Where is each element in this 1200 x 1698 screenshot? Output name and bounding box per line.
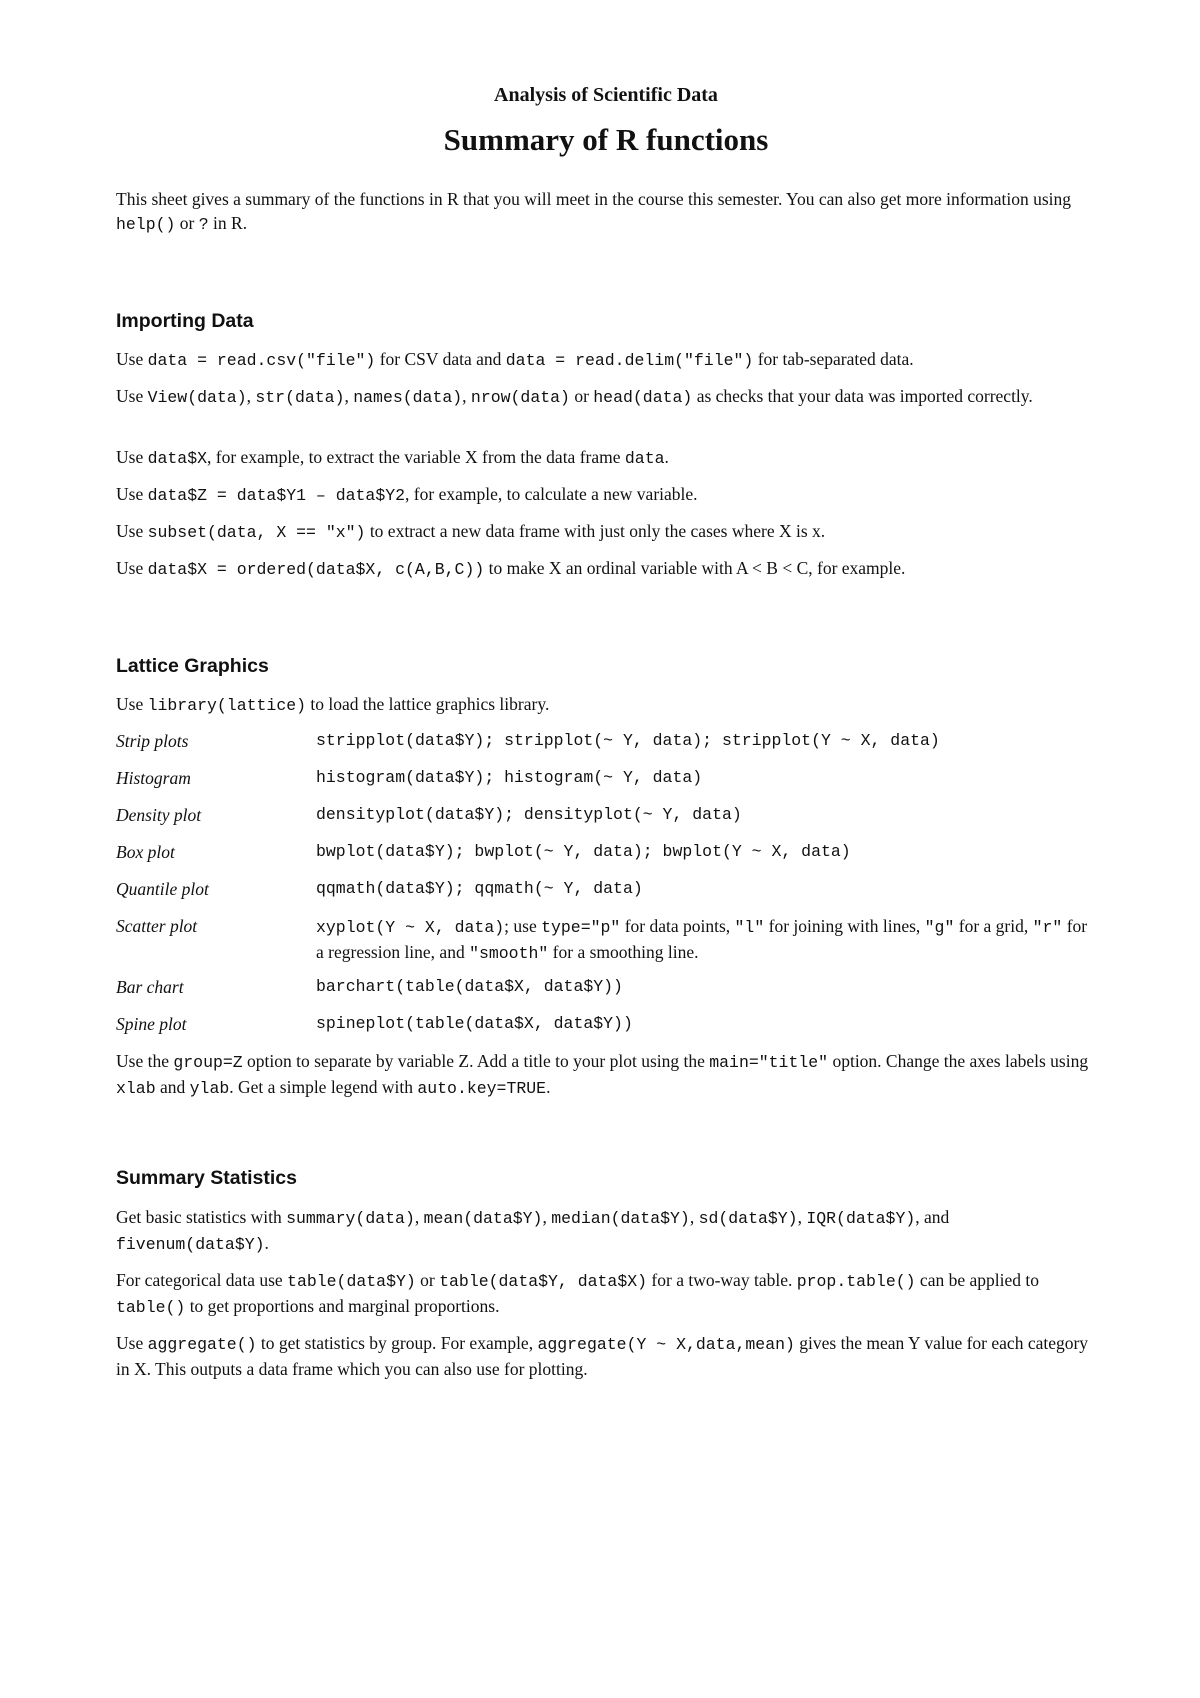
- text: for a regression line, and: [316, 916, 1088, 962]
- code: type="p": [541, 918, 621, 937]
- code: aggregate(): [147, 1335, 257, 1354]
- text: to extract a new data frame with just only the cases where X is x.: [365, 521, 826, 541]
- text: can be applied to: [915, 1270, 1039, 1290]
- code: group=Z: [173, 1053, 243, 1072]
- code: auto.key=TRUE: [417, 1079, 547, 1098]
- intro-text: This sheet gives a summary of the functions in R that you will meet in the course this semester. You can also get more information using: [116, 189, 1072, 209]
- code: main="title": [709, 1053, 829, 1072]
- function-label: Spine plot: [116, 1014, 187, 1034]
- text: Use: [116, 349, 148, 369]
- text: to make X an ordinal variable with A < B < C, for example.: [484, 558, 906, 578]
- intro-text: or: [175, 213, 199, 233]
- text: ,: [246, 386, 256, 406]
- function-label: Density plot: [116, 805, 202, 825]
- text: and: [155, 1077, 190, 1097]
- text: ,: [414, 1207, 424, 1227]
- function-label: Histogram: [116, 768, 191, 788]
- text: option. Change the axes labels using: [828, 1051, 1089, 1071]
- text: for a two-way table.: [647, 1270, 797, 1290]
- text: ,: [462, 386, 471, 406]
- intro-code: help(): [116, 215, 176, 234]
- code: prop.table(): [796, 1272, 916, 1291]
- lattice-paragraph: [116, 692, 1096, 718]
- lattice-paragraph: [116, 1049, 1096, 1101]
- text: Use: [116, 558, 148, 578]
- code: subset(data, X == "x"): [147, 523, 366, 542]
- code: median(data$Y): [551, 1209, 690, 1228]
- text: .: [546, 1077, 551, 1097]
- code: "g": [924, 918, 955, 937]
- page-title: Summary of R functions: [443, 122, 769, 157]
- text: gives the mean Y value for each category in X. This outputs a data frame which you can also use for plotting.: [116, 1333, 1089, 1379]
- text: Use: [116, 521, 148, 541]
- text: for data points,: [620, 916, 735, 936]
- text: to load the lattice graphics library.: [306, 694, 550, 714]
- function-label: Box plot: [116, 842, 175, 862]
- function-code: histogram(data$Y); histogram(~ Y, data): [316, 768, 703, 787]
- text: , for example, to calculate a new variable.: [405, 484, 698, 504]
- code: data$X = ordered(data$X, c(A,B,C)): [147, 560, 485, 579]
- summary-paragraph: [116, 1268, 1096, 1320]
- importing-paragraph: [116, 347, 1096, 373]
- code: IQR(data$Y): [806, 1209, 916, 1228]
- text: for tab-separated data.: [753, 349, 914, 369]
- text: Use the: [116, 1051, 174, 1071]
- function-description: [316, 914, 1096, 966]
- intro-code: ?: [198, 215, 209, 234]
- course-title: Analysis of Scientific Data: [494, 84, 718, 106]
- function-code: qqmath(data$Y); qqmath(~ Y, data): [316, 879, 643, 898]
- code: ylab: [189, 1079, 230, 1098]
- code: table(data$Y, data$X): [439, 1272, 648, 1291]
- text: for a grid,: [954, 916, 1033, 936]
- code: summary(data): [286, 1209, 415, 1228]
- function-label: Bar chart: [116, 977, 184, 997]
- function-label: Scatter plot: [116, 916, 198, 936]
- heading-summary-statistics: Summary Statistics: [116, 1167, 297, 1189]
- text: , for example, to extract the variable X from the data frame: [207, 447, 625, 467]
- importing-paragraph: [116, 556, 1096, 582]
- function-code: spineplot(table(data$X, data$Y)): [316, 1014, 633, 1033]
- code: nrow(data): [470, 388, 570, 407]
- code: table(): [116, 1298, 186, 1317]
- function-label: Quantile plot: [116, 879, 209, 899]
- function-code: stripplot(data$Y); stripplot(~ Y, data); stripplot(Y ~ X, data): [316, 731, 940, 750]
- heading-importing-data: Importing Data: [116, 310, 254, 332]
- text: Get basic statistics with: [116, 1207, 287, 1227]
- text: , and: [915, 1207, 950, 1227]
- text: Use: [116, 694, 148, 714]
- heading-lattice-graphics: Lattice Graphics: [116, 655, 269, 677]
- code: head(data): [593, 388, 693, 407]
- text: as checks that your data was imported correctly.: [692, 386, 1033, 406]
- text: ,: [344, 386, 354, 406]
- text: option to separate by variable Z. Add a title to your plot using the: [242, 1051, 710, 1071]
- text: Use: [116, 484, 148, 504]
- text: ; use: [504, 916, 542, 936]
- importing-paragraph: [116, 445, 1096, 471]
- text: to get statistics by group. For example,: [256, 1333, 538, 1353]
- code: fivenum(data$Y): [116, 1235, 265, 1254]
- text: or: [569, 386, 594, 406]
- code: data$Z = data$Y1 – data$Y2: [147, 486, 406, 505]
- importing-paragraph: [116, 519, 1096, 545]
- text: .: [264, 1233, 269, 1253]
- code: "l": [734, 918, 765, 937]
- summary-paragraph: [116, 1331, 1096, 1381]
- text: Use: [116, 386, 148, 406]
- code: data$X: [147, 449, 208, 468]
- importing-paragraph: [116, 384, 1096, 410]
- importing-paragraph: [116, 482, 1096, 508]
- function-label: Strip plots: [116, 731, 189, 751]
- code: "r": [1032, 918, 1063, 937]
- text: Use: [116, 447, 148, 467]
- text: ,: [542, 1207, 552, 1227]
- code: "smooth": [469, 944, 549, 963]
- text: ,: [689, 1207, 699, 1227]
- summary-paragraph: [116, 1205, 1096, 1257]
- text: For categorical data use: [116, 1270, 288, 1290]
- code: data: [624, 449, 665, 468]
- code: library(lattice): [147, 696, 307, 715]
- code: str(data): [255, 388, 345, 407]
- code: mean(data$Y): [423, 1209, 543, 1228]
- code: View(data): [147, 388, 247, 407]
- intro-paragraph: [116, 187, 1096, 237]
- text: for a smoothing line.: [548, 942, 699, 962]
- code: aggregate(Y ~ X,data,mean): [537, 1335, 795, 1354]
- code: names(data): [353, 388, 463, 407]
- text: ,: [797, 1207, 807, 1227]
- code: table(data$Y): [287, 1272, 416, 1291]
- code: xyplot(Y ~ X, data): [316, 918, 505, 937]
- code: data = read.delim("file"): [505, 351, 754, 370]
- text: for joining with lines,: [764, 916, 925, 936]
- function-code: bwplot(data$Y); bwplot(~ Y, data); bwplot(Y ~ X, data): [316, 842, 851, 861]
- function-code: barchart(table(data$X, data$Y)): [316, 977, 623, 996]
- code: data = read.csv("file"): [147, 351, 376, 370]
- text: . Get a simple legend with: [229, 1077, 418, 1097]
- text: to get proportions and marginal proportions.: [185, 1296, 500, 1316]
- text: .: [664, 447, 669, 467]
- function-code: densityplot(data$Y); densityplot(~ Y, data): [316, 805, 742, 824]
- text: for CSV data and: [375, 349, 506, 369]
- intro-text: in R.: [208, 213, 248, 233]
- code: sd(data$Y): [698, 1209, 798, 1228]
- text: Use: [116, 1333, 148, 1353]
- text: or: [415, 1270, 440, 1290]
- code: xlab: [116, 1079, 156, 1098]
